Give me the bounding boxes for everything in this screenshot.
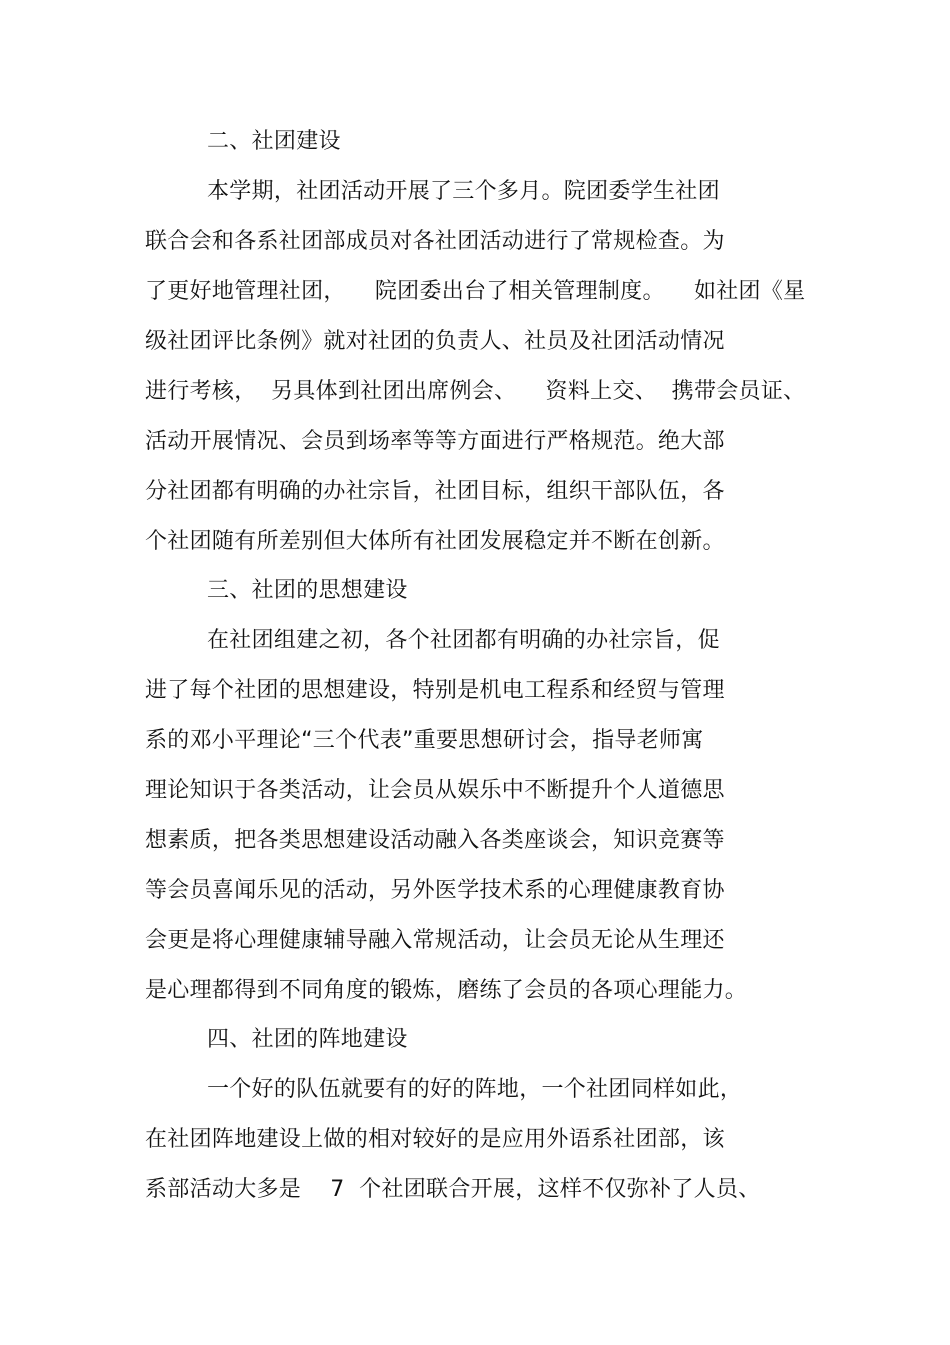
paragraph-line: 等会员喜闻乐见的活动，另外医学技术系的心理健康教育协 (145, 878, 725, 903)
section-heading: 二、社团建设 (207, 129, 341, 154)
paragraph-line: 分社团都有明确的办社宗旨，社团目标，组织干部队伍，各 (145, 479, 725, 504)
paragraph-line: 在社团组建之初，各个社团都有明确的办社宗旨，促 (207, 628, 720, 653)
paragraph-line: 是心理都得到不同角度的锻炼，磨练了会员的各项心理能力。 (145, 978, 748, 1003)
paragraph-line: 一个好的队伍就要有的好的阵地，一个社团同样如此， (207, 1077, 743, 1102)
paragraph-line: 系的邓小平理论“三个代表”重要思想研讨会，指导老师寓 (145, 728, 704, 753)
paragraph-line: 在社团阵地建设上做的相对较好的是应用外语系社团部，该 (145, 1127, 725, 1152)
paragraph-line: 进了每个社团的思想建设，特别是机电工程系和经贸与管理 (145, 678, 725, 703)
paragraph-line: 系部活动大多是 7 个社团联合开展，这样不仅弥补了人员、 (145, 1177, 761, 1202)
paragraph-line: 了更好地管理社团， 院团委出台了相关管理制度。 如社团《星 (145, 279, 806, 304)
section-heading: 四、社团的阵地建设 (207, 1027, 408, 1052)
section-heading: 三、社团的思想建设 (207, 578, 408, 603)
paragraph-line: 个社团随有所差别但大体所有社团发展稳定并不断在创新。 (145, 529, 725, 554)
paragraph-line: 理论知识于各类活动，让会员从娱乐中不断提升个人道德思 (145, 778, 725, 803)
paragraph-line: 进行考核， 另具体到社团出席例会、 资料上交、 携带会员证、 (145, 379, 806, 404)
paragraph-line: 会更是将心理健康辅导融入常规活动，让会员无论从生理还 (145, 928, 725, 953)
paragraph-line: 联合会和各系社团部成员对各社团活动进行了常规检查。为 (145, 229, 725, 254)
paragraph-line: 级社团评比条例》就对社团的负责人、社员及社团活动情况 (145, 329, 725, 354)
paragraph-line: 本学期，社团活动开展了三个多月。院团委学生社团 (207, 179, 720, 204)
paragraph-line: 活动开展情况、会员到场率等等方面进行严格规范。绝大部 (145, 429, 725, 454)
paragraph-line: 想素质，把各类思想建设活动融入各类座谈会，知识竞赛等 (145, 828, 725, 853)
